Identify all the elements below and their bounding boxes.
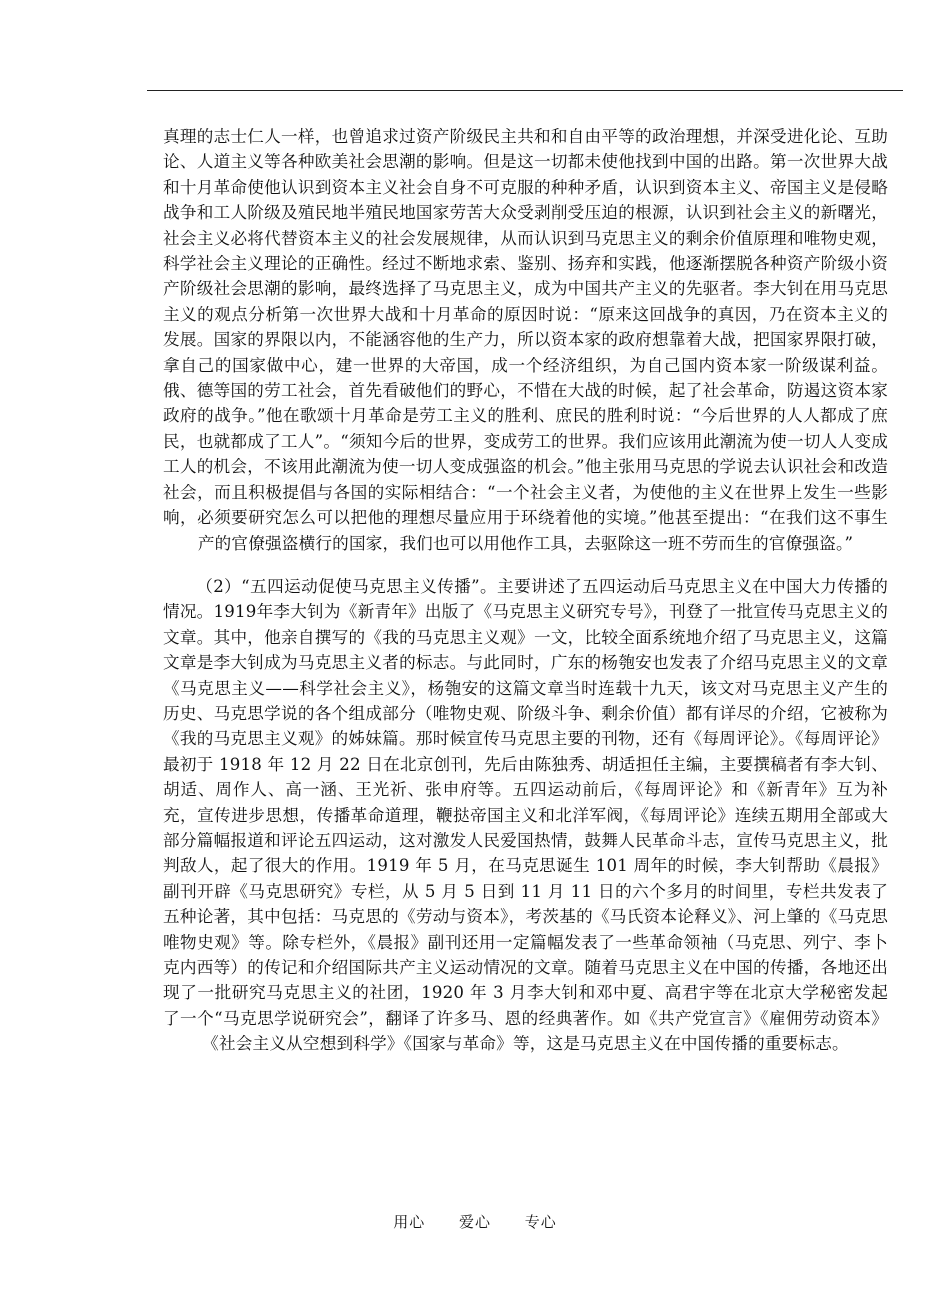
page-footer (0, 1211, 950, 1232)
footer-item-3: 专心 (524, 1213, 557, 1231)
document-body (163, 124, 888, 1057)
footer-item-1: 用心 (393, 1213, 426, 1231)
paragraph-1: 真理的志士仁人一样，也曾追求过资产阶级民主共和和自由平等的政治理想，并深受进化论、互助论、人道主义等各种欧美社会思潮的影响。但是这一切都未使他找到中国的出路。第一次世界大战和十月革命使他认识到资本主义社会自身不可克服的种种矛盾，认识到资本主义、帝国主义是侵略战争和工人阶级及殖民地半殖民地国家劳苦大众受剥削受压迫的根源，认识到社会主义的新曙光，社会主义必将代替资本主义的社会发展规律，从而认识到马克思主义的剩余价值原理和唯物史观，科学社会主义理论的正确性。经过不断地求索、鉴别、扬弃和实践，他逐渐摆脱各种资产阶级小资产阶级社会思潮的影响，最终选择了马克思主义，成为中国共产主义的先驱者。李大钊在用马克思主义的观点分析第一次世界大战和十月革命的原因时说：“原来这回战争的真因，乃在资本主义的发展。国家的界限以内，不能涵容他的生产力，所以资本家的政府想靠着大战，把国家界限打破，拿自己的国家做中心，建一世界的大帝国，成一个经济组织，为自己国内资本家一阶级谋利益。俄、德等国的劳工社会，首先看破他们的野心，不惜在大战的时候，起了社会革命，防遏这资本家政府的战争。”他在歌颂十月革命是劳工主义的胜利、庶民的胜利时说：“今后世界的人人都成了庶民，也就都成了工人”。“须知今后的世界，变成劳工的世界。我们应该用此潮流为使一切人人变成工人的机会，不该用此潮流为使一切人变成强盗的机会。”他主张用马克思的学说去认识社会和改造社会，而且积极提倡与各国的实际相结合：“一个社会主义者，为使他的主义在世界上发生一些影响，必须要研究怎么可以把他的理想尽量应用于环绕着他的实境。”他甚至提出：“在我们这不事生产的官僚强盗横行的国家，我们也可以用他作工具，去驱除这一班不劳而生的官僚强盗。” (163, 127, 888, 553)
paragraph-2: （2）“五四运动促使马克思主义传播”。主要讲述了五四运动后马克思主义在中国大力传播的情况。1919年李大钊为《新青年》出版了《马克思主义研究专号》，刊登了一批宣传马克思主义的文章。其中，他亲自撰写的《我的马克思主义观》一文，比较全面系统地介绍了马克思主义，这篇文章是李大钊成为马克思主义者的标志。与此同时，广东的杨匏安也发表了介绍马克思主义的文章《马克思主义——科学社会主义》，杨匏安的这篇文章当时连载十九天，该文对马克思主义产生的历史、马克思学说的各个组成部分（唯物史观、阶级斗争、剩余价值）都有详尽的介绍，它被称为《我的马克思主义观》的姊妹篇。那时候宣传马克思主要的刊物，还有《每周评论》。《每周评论》最初于 1918 年 12 月 22 日在北京创刊，先后由陈独秀、胡适担任主编，主要撰稿者有李大钊、胡适、周作人、高一涵、王光祈、张申府等。五四运动前后，《每周评论》和《新青年》互为补充，宣传进步思想，传播革命道理，鞭挞帝国主义和北洋军阀，《每周评论》连续五期用全部或大部分篇幅报道和评论五四运动，这对激发人民爱国热情，鼓舞人民革命斗志，宣传马克思主义，批判敌人，起了很大的作用。1919 年 5 月，在马克思诞生 101 周年的时候，李大钊帮助《晨报》副刊开辟《马克思研究》专栏，从 5 月 5 日到 11 月 11 日的六个多月的时间里，专栏共发表了五种论著，其中包括：马克思的《劳动与资本》，考茨基的《马氏资本论释义》、河上肇的《马克思唯物史观》等。除专栏外，《晨报》副刊还用一定篇幅发表了一些革命领袖（马克思、列宁、李卜克内西等）的传记和介绍国际共产主义运动情况的文章。随着马克思主义在中国的传播，各地还出现了一批研究马克思主义的社团，1920 年 3 月李大钊和邓中夏、高君宇等在北京大学秘密发起了一个“马克思学说研究会”，翻译了许多马、恩的经典著作。如《共产党宣言》《雇佣劳动资本》《社会主义从空想到科学》《国家与革命》等，这是马克思主义在中国传播的重要标志。 (163, 576, 888, 1054)
footer-item-2: 爱心 (458, 1213, 491, 1231)
header-rule (147, 90, 903, 91)
